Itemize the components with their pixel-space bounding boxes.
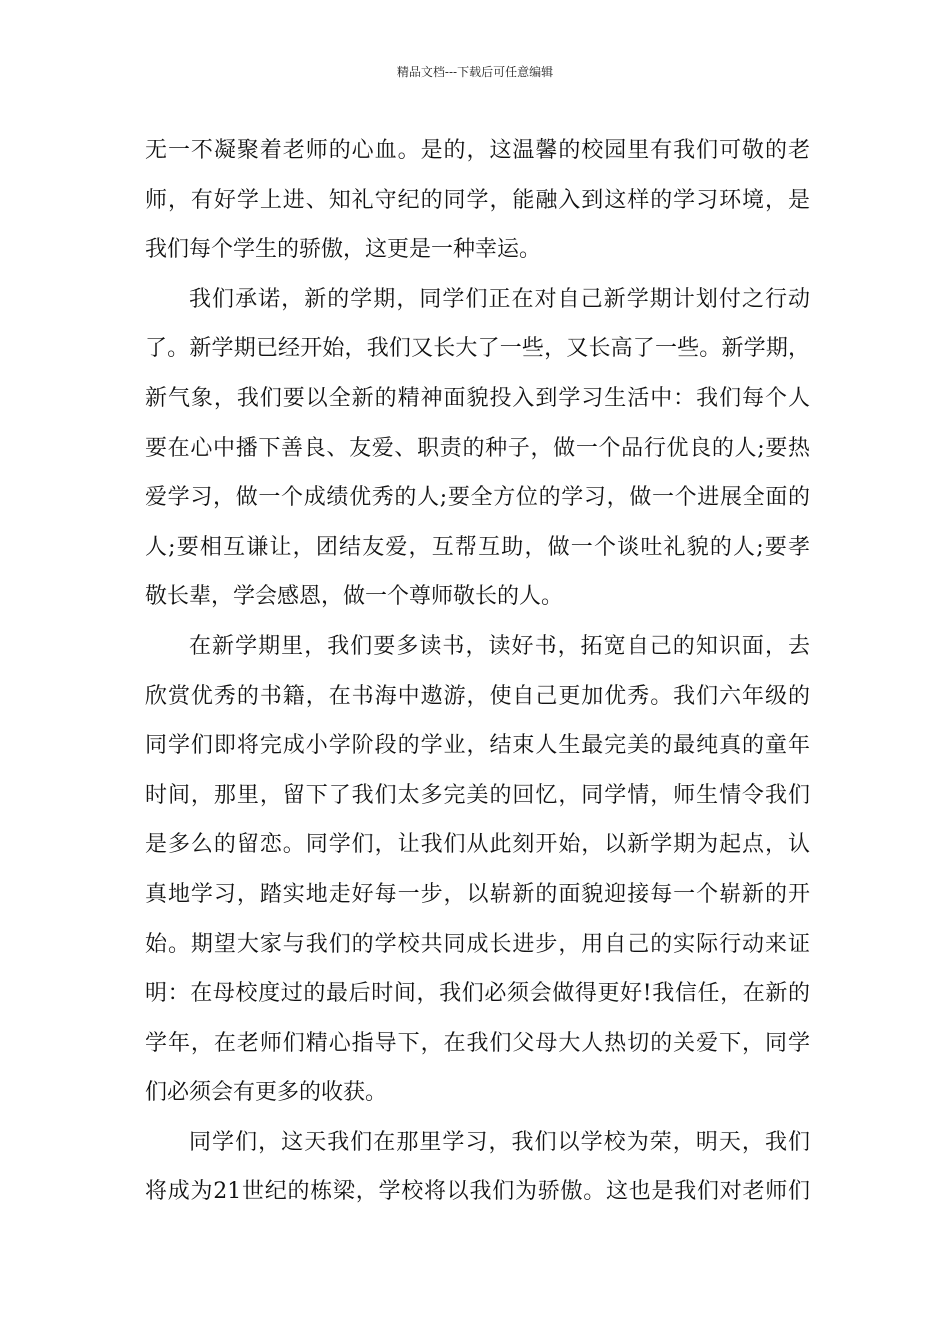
text-line: 人;要相互谦让，团结友爱，互帮互助，做一个谈吐礼貌的人;要孝 (145, 534, 810, 560)
text-line: 将成为21世纪的栋梁，学校将以我们为骄傲。这也是我们对老师们 (145, 1179, 810, 1205)
text-line: 无一不凝聚着老师的心血。是的，这温馨的校园里有我们可敬的老 (145, 138, 810, 163)
text-line: 真地学习，踏实地走好每一步，以崭新的面貌迎接每一个崭新的开 (145, 881, 810, 907)
page-header: 精品文档---下载后可任意编辑 (396, 65, 554, 79)
document-body (145, 126, 810, 1217)
text-line: 了。新学期已经开始，我们又长大了一些，又长高了一些。新学期， (145, 336, 810, 362)
text-line: 始。期望大家与我们的学校共同成长进步，用自己的实际行动来证 (145, 931, 810, 957)
text-line: 明：在母校度过的最后时间，我们必须会做得更好!我信任，在新的 (145, 981, 810, 1007)
text-line: 欣赏优秀的书籍，在书海中遨游，使自己更加优秀。我们六年级的 (145, 683, 810, 709)
text-line: 要在心中播下善良、友爱、职责的种子，做一个品行优良的人;要热 (145, 435, 810, 461)
text-line: 同学们即将完成小学阶段的学业，结束人生最完美的最纯真的童年 (145, 733, 810, 759)
text-line: 敬长辈，学会感恩，做一个尊师敬长的人。 (145, 584, 564, 610)
text-line: 爱学习，做一个成绩优秀的人;要全方位的学习，做一个进展全面的 (145, 485, 810, 511)
text-line: 是多么的留恋。同学们，让我们从此刻开始，以新学期为起点，认 (145, 832, 810, 858)
paragraph-first-line: 同学们，这天我们在那里学习，我们以学校为荣，明天，我们 (189, 1129, 810, 1155)
text-line: 们必须会有更多的收获。 (145, 1080, 388, 1106)
text-line: 学年，在老师们精心指导下，在我们父母大人热切的关爱下，同学 (145, 1030, 810, 1056)
paragraph-first-line: 在新学期里，我们要多读书，读好书，拓宽自己的知识面，去 (189, 633, 810, 659)
paragraph-first-line: 我们承诺，新的学期，同学们正在对自己新学期计划付之行动 (189, 286, 810, 312)
text-line: 我们每个学生的骄傲，这更是一种幸运。 (145, 237, 542, 263)
text-line: 师，有好学上进、知礼守纪的同学，能融入到这样的学习环境，是 (145, 187, 810, 213)
text-line: 时间，那里，留下了我们太多完美的回忆，同学情，师生情令我们 (145, 782, 810, 808)
text-line: 新气象，我们要以全新的精神面貌投入到学习生活中：我们每个人 (145, 385, 810, 411)
